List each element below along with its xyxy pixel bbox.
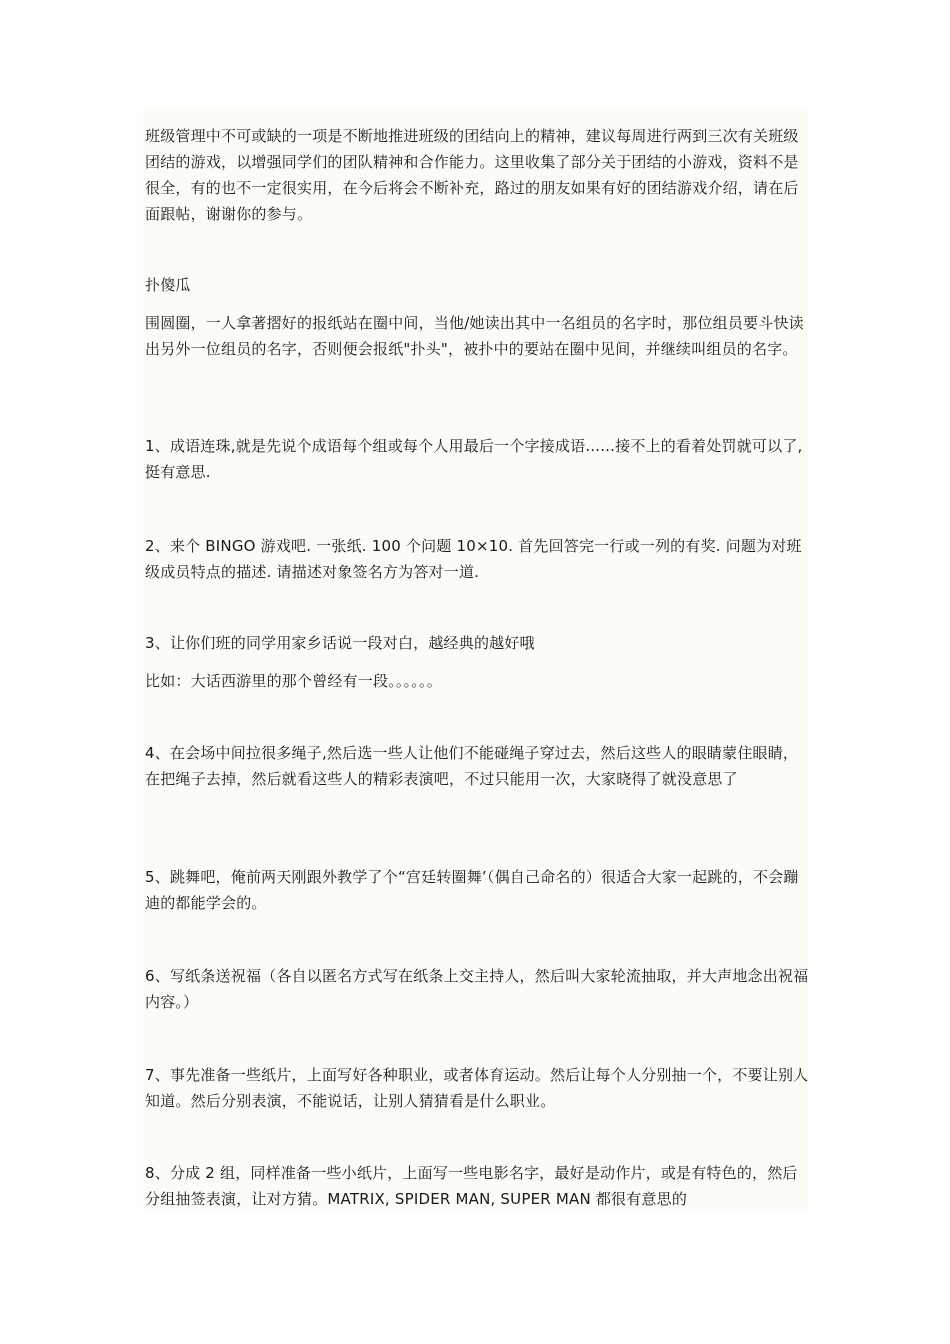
list-item-7: 7、事先准备一些纸片，上面写好各种职业，或者体育运动。然后让每个人分别抽一个，不要让别人知道。然后分别表演，不能说话，让别人猜猜看是什么职业。 (145, 1066, 809, 1110)
intro-paragraph: 班级管理中不可或缺的一项是不断地推进班级的团结向上的精神，建议每周进行两到三次有关班级团结的游戏，以增强同学们的团队精神和合作能力。这里收集了部分关于团结的小游戏，资料不是很全，有的也不一定很实用，在今后将会不断补充，路过的朋友如果有好的团结游戏介绍，请在后面跟帖，谢谢你的参与。 (145, 127, 799, 223)
list-item-8: 8、分成 2 组，同样准备一些小纸片，上面写一些电影名字，最好是动作片，或是有特色的，然后分组抽签表演，让对方猜。MATRIX, SPIDER MAN, SUPER MAN 都很有意思的 (145, 1164, 798, 1208)
list-item-2: 2、来个 BINGO 游戏吧. 一张纸. 100 个问题 10×10. 首先回答完一行或一列的有奖. 问题为对班级成员特点的描述. 请描述对象签名方为答对一道. (145, 537, 802, 581)
list-item-3-example: 比如：大话西游里的那个曾经有一段。。。。。。 (145, 672, 442, 690)
game-description: 围圆圈，一人拿著摺好的报纸站在圈中间，当他/她读出其中一名组员的名字时，那位组员要斗快读出另外一位组员的名字，否则便会报纸"扑头"，被扑中的要站在圈中见间，并继续叫组员的名字。 (145, 314, 804, 358)
list-item-5: 5、跳舞吧，俺前两天刚跟外教学了个“宫廷转圈舞’（偶自己命名的）很适合大家一起跳的，不会蹦迪的都能学会的。 (145, 868, 799, 912)
list-item-4: 4、在会场中间拉很多绳子,然后选一些人让他们不能碰绳子穿过去，然后这些人的眼睛蒙住眼睛，在把绳子去掉，然后就看这些人的精彩表演吧，不过只能用一次，大家晓得了就没意思了 (145, 744, 799, 788)
game-title: 扑傻瓜 (145, 276, 191, 294)
list-item-3: 3、让你们班的同学用家乡话说一段对白，越经典的越好哦 (145, 634, 535, 652)
list-item-6: 6、写纸条送祝福（各自以匿名方式写在纸条上交主持人，然后叫大家轮流抽取，并大声地念出祝福内容。） (145, 967, 809, 1011)
list-item-1: 1、成语连珠,就是先说个成语每个组或每个人用最后一个字接成语......接不上的看着处罚就可以了,挺有意思. (145, 437, 803, 481)
